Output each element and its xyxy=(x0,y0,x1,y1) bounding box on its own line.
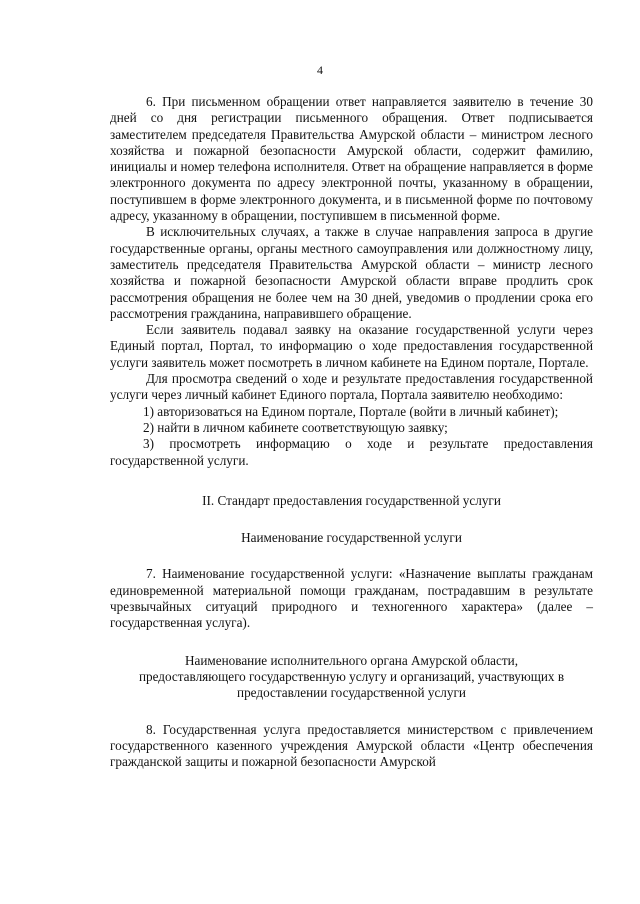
subheading-line: Наименование исполнительного органа Амурской области, xyxy=(184,652,518,668)
list-item: 3) просмотреть информацию о ходе и результате предоставления государственной услуги. xyxy=(110,436,593,468)
list-item: 2) найти в личном кабинете соответствующую заявку; xyxy=(143,419,448,435)
paragraph-personal-cabinet: Для просмотра сведений о ходе и результате предоставления государственной услуги через личный кабинет Единого портала, Портала заявителю необходимо: xyxy=(110,371,593,403)
subheading-service-name: Наименование государственной услуги xyxy=(241,530,462,546)
subheading-line: предоставлении государственной услуги xyxy=(237,685,466,701)
page-number: 4 xyxy=(317,63,323,77)
document-body xyxy=(110,94,593,770)
paragraph-exceptions: В исключительных случаях, а также в случае направления запроса в другие государственные органы, органы местного самоуправления или должностному лицу, заместитель председателя Правительства Амурской области – министр лесного хозяйства и пожарной безопасности Амурской области вправе продлить срок рассмотрения обращения не более чем на 30 дней, уведомив о продлении срока его рассмотрения гражданина, направившего обращение. xyxy=(110,224,593,321)
list-item: 1) авторизоваться на Едином портале, Портале (войти в личный кабинет); xyxy=(143,403,559,419)
section-heading: II. Стандарт предоставления государственной услуги xyxy=(202,492,501,508)
paragraph-8: 8. Государственная услуга предоставляется министерством с привлечением государственного казенного учреждения Амурской области «Центр обеспечения гражданской защиты и пожарной безопасности Амурской xyxy=(110,721,593,770)
paragraph-6: 6. При письменном обращении ответ направляется заявителю в течение 30 дней со дня регистрации письменного обращения. Ответ подписывается заместителем председателя Правительства Амурской области – министром лесного хозяйства и пожарной безопасности Амурской области, содержит фамилию, инициалы и номер телефона исполнителя. Ответ на обращение направляется в форме электронного документа по адресу электронной почты, указанному в обращении, поступившем в форме электронного документа, и в письменной форме по почтовому адресу, указанному в обращении, поступившем в письменной форме. xyxy=(110,94,593,224)
subheading-executive-body xyxy=(110,653,593,702)
paragraph-portal-info: Если заявитель подавал заявку на оказание государственной услуги через Единый портал, Портал, то информацию о ходе предоставления государственной услуги заявитель может посмотреть в личном кабинете на Едином портале, Портале. xyxy=(110,322,593,370)
paragraph-7: 7. Наименование государственной услуги: «Назначение выплаты гражданам единовременной материальной помощи гражданам, пострадавшим в результате чрезвычайных ситуаций природного и техногенного характера» (далее – государственная услуга). xyxy=(110,566,593,631)
subheading-line: предоставляющего государственную услугу и организаций, участвующих в xyxy=(138,668,565,684)
